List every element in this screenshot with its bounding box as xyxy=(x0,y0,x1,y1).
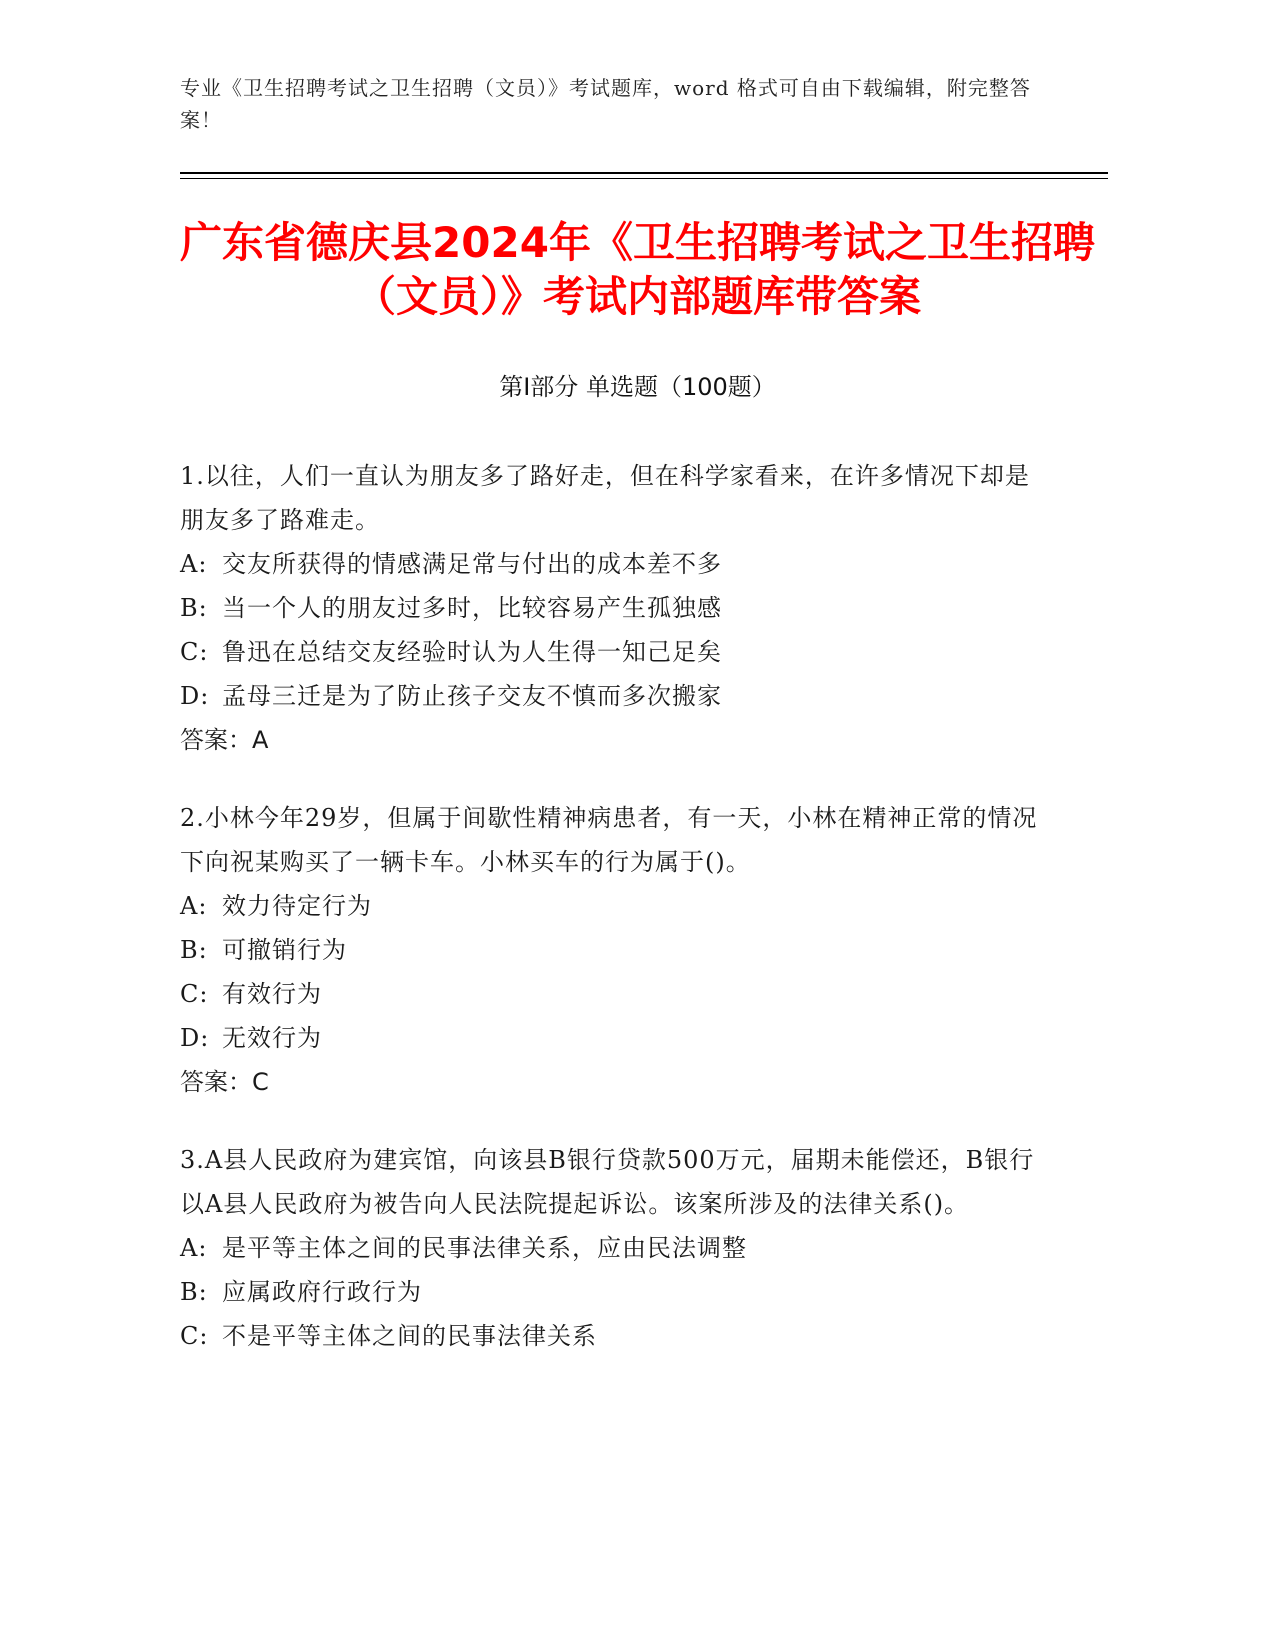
section-title: 第Ⅰ部分 单选题（100题） xyxy=(499,373,776,401)
question-stem: 3.A县人民政府为建宾馆，向该县B银行贷款500万元，届期未能偿还，B银行以A县人民政府为被告向人民法院提起诉讼。该案所涉及的法律关系()。 xyxy=(180,1146,1035,1218)
option-b xyxy=(180,1270,1040,1314)
option-text: 当一个人的朋友过多时，比较容易产生孤独感 xyxy=(222,594,722,622)
option-text: 鲁迅在总结交友经验时认为人生得一知己足矣 xyxy=(222,638,722,666)
option-b xyxy=(180,928,1040,972)
option-text: 交友所获得的情感满足常与付出的成本差不多 xyxy=(222,550,722,578)
option-key: B: xyxy=(180,936,208,964)
question-3 xyxy=(180,1138,1040,1358)
question-stem: 1.以往，人们一直认为朋友多了路好走，但在科学家看来，在许多情况下却是朋友多了路难走。 xyxy=(180,462,1030,534)
option-key: A: xyxy=(180,1234,208,1262)
question-2 xyxy=(180,796,1040,1104)
option-text: 有效行为 xyxy=(222,980,322,1008)
option-b xyxy=(180,586,1040,630)
option-c xyxy=(180,630,1040,674)
header-rule-thin xyxy=(180,178,1108,179)
option-key: A: xyxy=(180,550,208,578)
option-a xyxy=(180,542,1040,586)
header-note: 专业《卫生招聘考试之卫生招聘（文员）》考试题库，word 格式可自由下载编辑，附完整答案！ xyxy=(180,76,1031,132)
option-key: B: xyxy=(180,1278,208,1306)
question-1 xyxy=(180,454,1040,762)
document-title: 广东省德庆县2024年《卫生招聘考试之卫生招聘（文员）》考试内部题库带答案 xyxy=(180,218,1095,321)
header-rule-thick xyxy=(180,172,1108,174)
option-text: 不是平等主体之间的民事法律关系 xyxy=(222,1322,597,1350)
option-text: 孟母三迁是为了防止孩子交友不慎而多次搬家 xyxy=(222,682,722,710)
option-text: 可撤销行为 xyxy=(222,936,347,964)
option-key: A: xyxy=(180,892,208,920)
option-key: D: xyxy=(180,682,210,710)
option-c xyxy=(180,972,1040,1016)
option-c xyxy=(180,1314,1040,1358)
answer-line: 答案：A xyxy=(180,726,269,754)
option-text: 是平等主体之间的民事法律关系，应由民法调整 xyxy=(222,1234,747,1262)
option-d xyxy=(180,1016,1040,1060)
option-a xyxy=(180,1226,1040,1270)
option-text: 应属政府行政行为 xyxy=(222,1278,422,1306)
option-key: C: xyxy=(180,638,209,666)
option-key: C: xyxy=(180,1322,209,1350)
option-d xyxy=(180,674,1040,718)
option-text: 无效行为 xyxy=(222,1024,322,1052)
question-stem: 2.小林今年29岁，但属于间歇性精神病患者，有一天，小林在精神正常的情况下向祝某购买了一辆卡车。小林买车的行为属于()。 xyxy=(180,804,1038,876)
answer-line: 答案：C xyxy=(180,1068,269,1096)
option-text: 效力待定行为 xyxy=(222,892,372,920)
option-a xyxy=(180,884,1040,928)
option-key: B: xyxy=(180,594,208,622)
question-list xyxy=(180,454,1040,1392)
option-key: D: xyxy=(180,1024,210,1052)
option-key: C: xyxy=(180,980,209,1008)
